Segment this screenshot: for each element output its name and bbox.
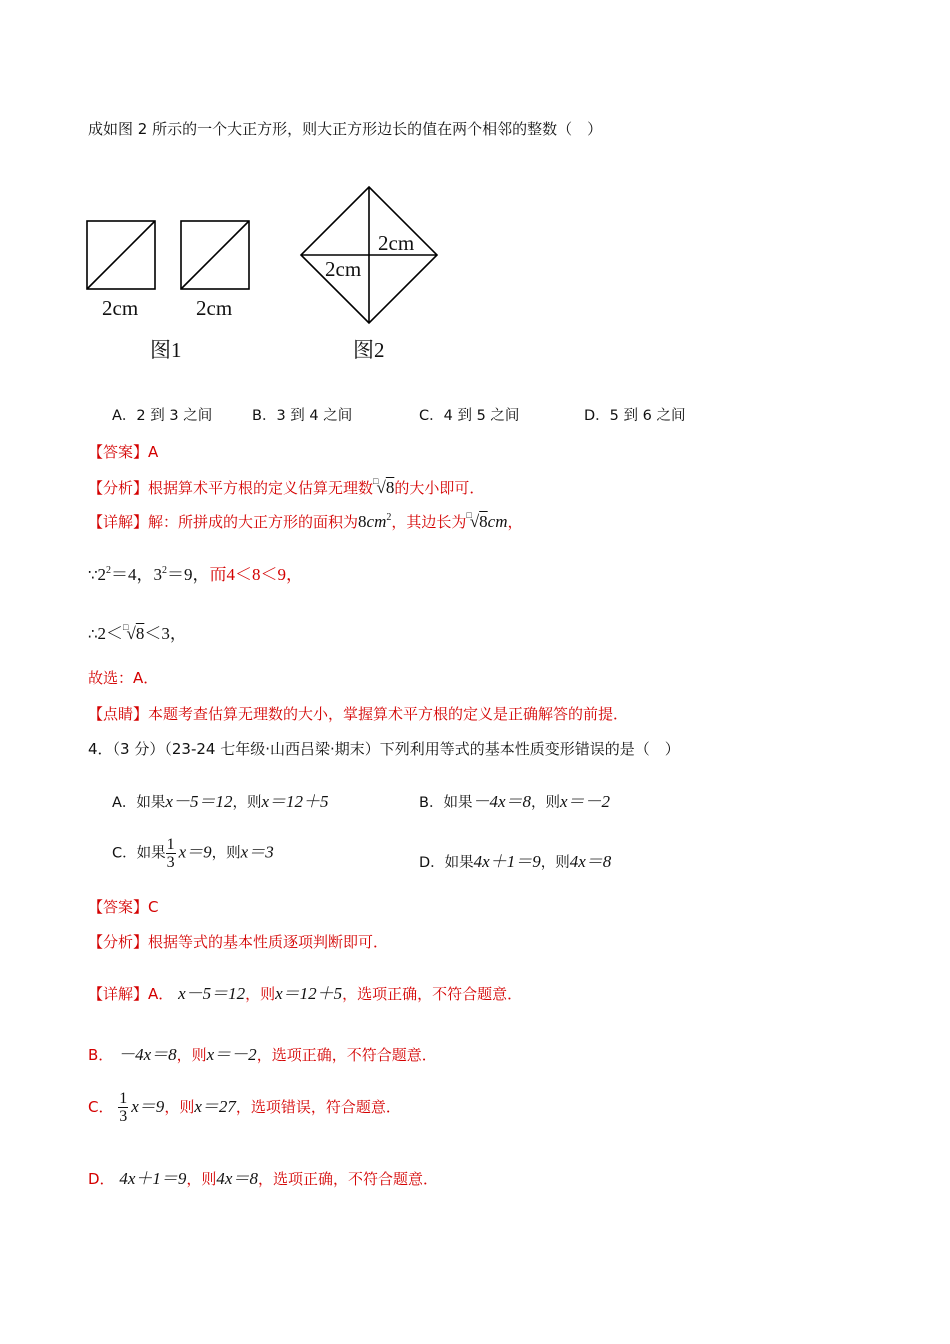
q4-analysis: 【分析】根据等式的基本性质逐项判断即可．: [88, 933, 389, 951]
cube-root-8: □√8: [373, 476, 395, 497]
q4-detail-a: 【详解】A． x－5＝12，则x＝12＋5，选项正确，不符合题意．: [88, 984, 523, 1003]
side-cube-root: □√8cm: [466, 510, 508, 531]
q4-option-a: A．如果x－5＝12，则x＝12＋5: [112, 792, 329, 811]
left-square-diagonal: [87, 221, 155, 289]
q4-detail-b: B． －4x＝8，则x＝－2，选项正确，不符合题意．: [88, 1045, 437, 1064]
q3-therefore: ∴2＜□√8＜3，: [88, 622, 187, 643]
q4-option-c: C．如果 $\frac{1}{3}$ x＝9，则x＝3: [112, 836, 274, 871]
q4-answer: 【答案】C: [88, 898, 159, 916]
diamond-label-left: 2cm: [325, 257, 362, 281]
q3-figure: [80, 180, 460, 370]
left-square-label: 2cm: [102, 296, 139, 320]
q4-option-d: D．如果4x＋1＝9，则4x＝8: [419, 852, 612, 871]
q4-stem: 4．（3 分）（23-24 七年级·山西吕梁·期末）下列利用等式的基本性质变形错误的是（ ）: [88, 740, 680, 758]
q3-choose: 故选：A．: [88, 669, 159, 687]
q3-stem: 成如图 2 所示的一个大正方形，则大正方形边长的值在两个相邻的整数（ ）: [88, 120, 603, 138]
q3-option-a: A．2 到 3 之间: [112, 408, 213, 424]
q3-detail: 【详解】解：所拼成的大正方形的面积为$8cm^2$，其边长为□√8cm，: [88, 510, 523, 531]
q4-detail-c: C． $\frac{1}{3}$ x＝9，则x＝27，选项错误，符合题意．: [88, 1090, 401, 1125]
right-square-label: 2cm: [196, 296, 233, 320]
right-square-diagonal: [181, 221, 249, 289]
q3-analysis: 【分析】根据算术平方根的定义估算无理数□√8的大小即可．: [88, 476, 485, 497]
q3-option-b: B．3 到 4 之间: [252, 408, 353, 424]
q3-option-d: D．5 到 6 之间: [584, 408, 686, 424]
diamond-label-top: 2cm: [378, 231, 415, 255]
q3-answer: 【答案】A: [88, 443, 159, 461]
q3-option-c: C．4 到 5 之间: [419, 408, 520, 424]
figure-caption-2: 图2: [353, 338, 385, 362]
q4-option-b: B．如果－4x＝8，则x＝－2: [419, 792, 611, 811]
q4-detail-d: D． 4x＋1＝9，则4x＝8，选项正确，不符合题意．: [88, 1169, 438, 1188]
figure-caption-1: 图1: [150, 338, 182, 362]
q3-because: $\because 2^2=4$，$3^2=9$，而4＜8＜9，: [88, 565, 304, 584]
q3-comment: 【点睛】本题考查估算无理数的大小，掌握算术平方根的定义是正确解答的前提．: [88, 705, 629, 723]
